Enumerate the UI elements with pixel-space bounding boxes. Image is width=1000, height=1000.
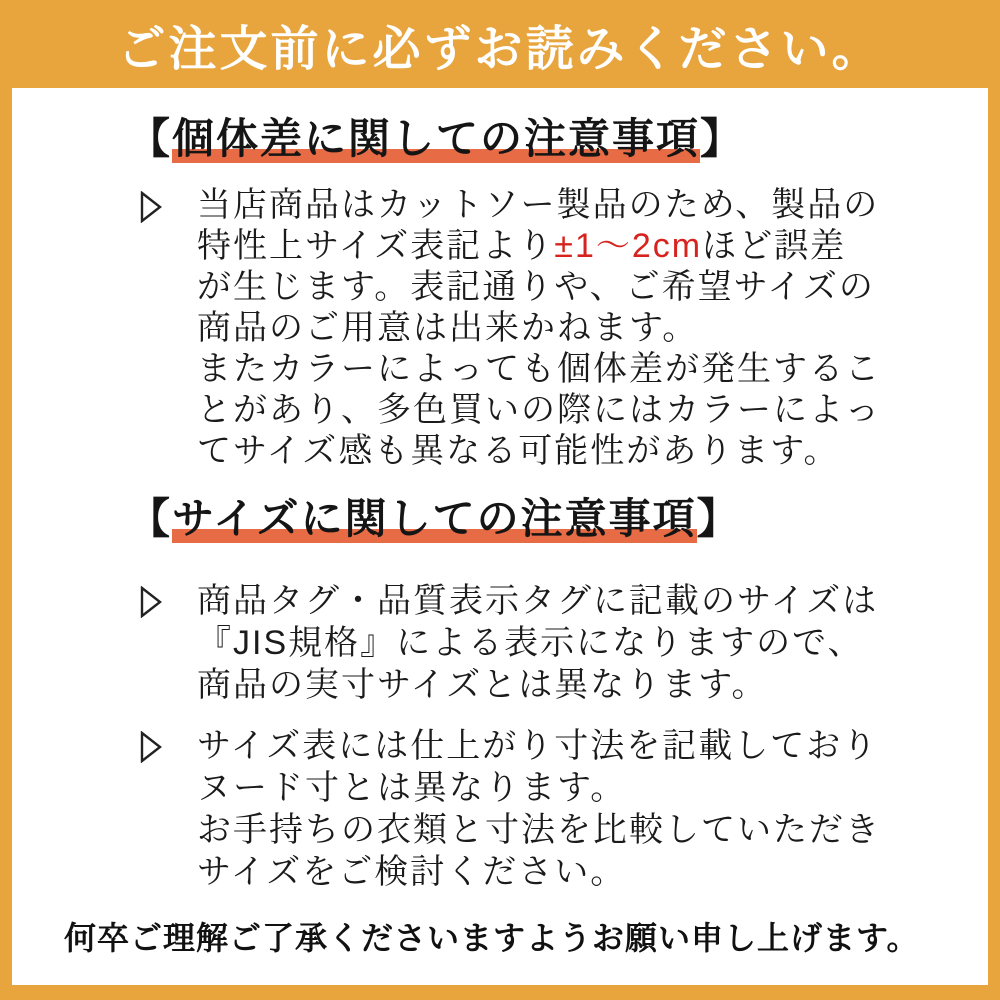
text-line: またカラーによっても個体差が発生するこ xyxy=(197,350,881,388)
text-line: てサイズ感も異なる可能性があります。 xyxy=(197,432,840,470)
bullet-text-kotaisa xyxy=(197,185,881,472)
bullet-text-size-chart xyxy=(197,725,881,893)
text-line: が生じます。表記通りや、ご希望サイズの xyxy=(197,268,875,306)
bracket-close: 】 xyxy=(700,115,745,162)
heading-label-kotaisa: 個体差に関しての注意事項 xyxy=(172,112,700,166)
bracket-close: 】 xyxy=(696,495,741,542)
text-line: 商品のご用意は出来かねます。 xyxy=(197,309,699,347)
tolerance-highlight: ±1〜2cm xyxy=(554,227,703,265)
text-segment: 特性上サイズ表記より xyxy=(197,227,555,265)
bullet-item-tag xyxy=(12,580,988,706)
text-line xyxy=(197,226,881,267)
triangle-bullet-icon xyxy=(140,586,162,618)
text-line: ヌード寸とは異なります。 xyxy=(197,769,627,807)
text-line: サイズ表には仕上がり寸法を記載しており xyxy=(197,727,879,765)
bullet-item-size-chart xyxy=(12,725,988,893)
text-line: お手持ちの衣類と寸法を比較していただき xyxy=(197,811,881,849)
text-segment: ほど誤差 xyxy=(702,227,847,265)
triangle-bullet-icon xyxy=(140,191,162,223)
bracket-open: 【 xyxy=(128,115,173,162)
text-line: 商品の実寸サイズとは異なります。 xyxy=(197,666,768,704)
text-line: 商品タグ・品質表示タグに記載のサイズは xyxy=(197,582,879,620)
text-line: 当店商品はカットソー製品のため、製品の xyxy=(197,186,880,224)
section-heading-size xyxy=(128,492,988,546)
text-line: 『JIS規格』による表示になりますので、 xyxy=(197,624,864,662)
top-banner xyxy=(12,0,988,88)
triangle-bullet-icon xyxy=(140,731,162,763)
section-heading-kotaisa xyxy=(128,112,988,166)
bullet-item-kotaisa xyxy=(12,185,988,472)
text-line: とがあり、多色買いの際にはカラーによっ xyxy=(197,391,881,429)
text-line: サイズをご検討ください。 xyxy=(197,853,627,891)
bullet-text-tag xyxy=(197,580,878,706)
banner-title: ご注文前に必ずお読みください。 xyxy=(117,22,883,76)
heading-label-size: サイズに関しての注意事項 xyxy=(172,492,697,546)
bracket-open: 【 xyxy=(128,495,173,542)
closing-request-message: 何卒ご理解ご了承くださいますようお願い申し上げます。 xyxy=(64,920,920,956)
